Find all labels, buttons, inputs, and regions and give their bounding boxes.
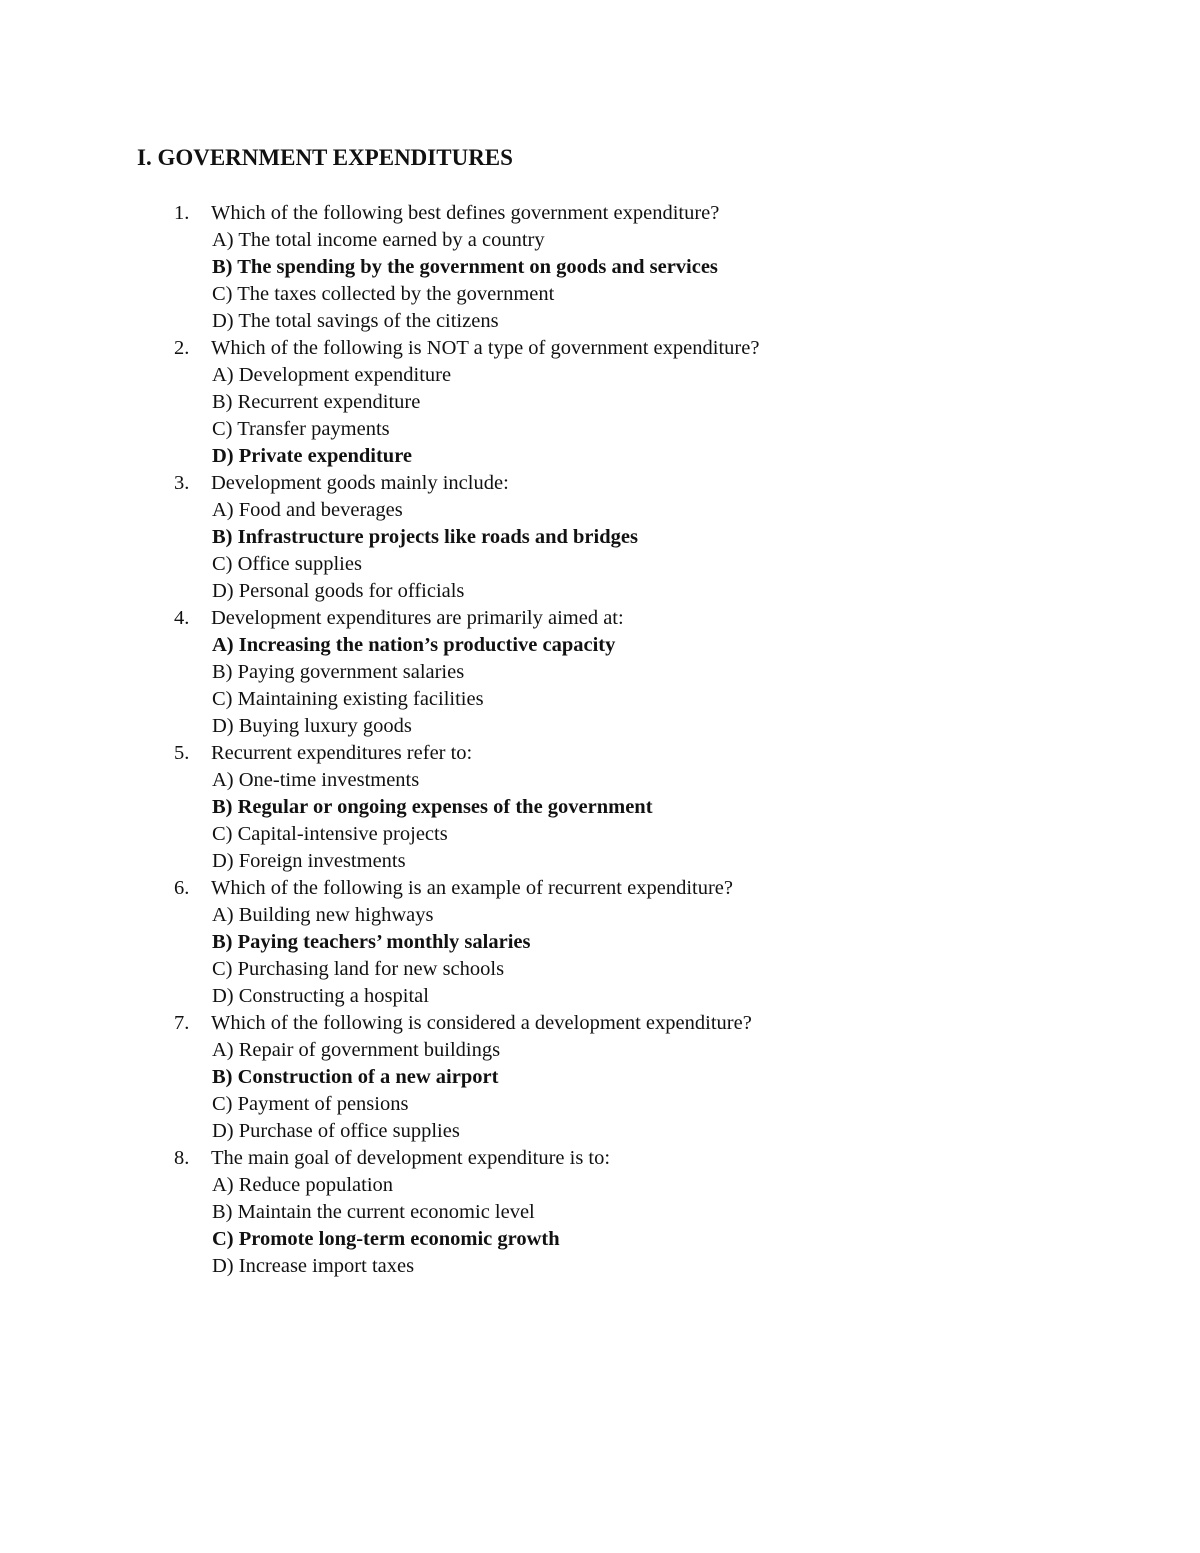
question-text: Development goods mainly include: (211, 472, 509, 494)
section-title: I. GOVERNMENT EXPENDITURES (137, 145, 513, 170)
answer-option: D) Buying luxury goods (212, 715, 412, 737)
correct-answer-option: B) Construction of a new airport (212, 1066, 499, 1088)
answer-option: C) Transfer payments (212, 418, 390, 440)
question-text: Which of the following best defines government expenditure? (211, 202, 720, 224)
answer-option: D) Constructing a hospital (212, 985, 429, 1007)
question-number: 1. (174, 202, 190, 224)
question-number: 8. (174, 1147, 190, 1169)
question-number: 6. (174, 877, 190, 899)
answer-option: A) Building new highways (212, 904, 434, 926)
answer-option: D) Foreign investments (212, 850, 406, 872)
answer-option: D) Purchase of office supplies (212, 1120, 460, 1142)
question-text: Which of the following is considered a development expenditure? (211, 1012, 752, 1034)
answer-option: D) Increase import taxes (212, 1255, 415, 1277)
answer-option: D) Personal goods for officials (212, 580, 465, 602)
question-number: 2. (174, 337, 190, 359)
correct-answer-option: D) Private expenditure (212, 445, 413, 467)
answer-option: C) The taxes collected by the government (212, 283, 555, 305)
question-text: Recurrent expenditures refer to: (211, 742, 473, 764)
answer-option: A) The total income earned by a country (212, 229, 545, 251)
question-text: Which of the following is an example of recurrent expenditure? (211, 877, 733, 899)
answer-option: C) Purchasing land for new schools (212, 958, 505, 980)
question-number: 3. (174, 472, 190, 494)
question-number: 7. (174, 1012, 190, 1034)
answer-option: C) Payment of pensions (212, 1093, 409, 1115)
answer-option: B) Recurrent expenditure (212, 391, 421, 413)
answer-option: B) Paying government salaries (212, 661, 465, 683)
question-text: Which of the following is NOT a type of government expenditure? (211, 337, 760, 359)
answer-option: A) Repair of government buildings (212, 1039, 501, 1061)
answer-option: A) Food and beverages (212, 499, 403, 521)
answer-option: A) Reduce population (212, 1174, 394, 1196)
question-text: Development expenditures are primarily aimed at: (211, 607, 624, 629)
correct-answer-option: A) Increasing the nation’s productive capacity (212, 634, 616, 656)
answer-option: C) Maintaining existing facilities (212, 688, 484, 710)
answer-option: C) Capital-intensive projects (212, 823, 448, 845)
answer-option: A) Development expenditure (212, 364, 452, 386)
question-number: 4. (174, 607, 190, 629)
answer-option: C) Office supplies (212, 553, 362, 575)
correct-answer-option: C) Promote long-term economic growth (212, 1228, 560, 1250)
question-number: 5. (174, 742, 190, 764)
question-text: The main goal of development expenditure is to: (211, 1147, 611, 1169)
answer-option: B) Maintain the current economic level (212, 1201, 535, 1223)
answer-option: A) One-time investments (212, 769, 420, 791)
correct-answer-option: B) Paying teachers’ monthly salaries (212, 931, 531, 953)
correct-answer-option: B) Regular or ongoing expenses of the government (212, 796, 653, 818)
answer-option: D) The total savings of the citizens (212, 310, 499, 332)
correct-answer-option: B) Infrastructure projects like roads and bridges (212, 526, 638, 548)
correct-answer-option: B) The spending by the government on goods and services (212, 256, 718, 278)
